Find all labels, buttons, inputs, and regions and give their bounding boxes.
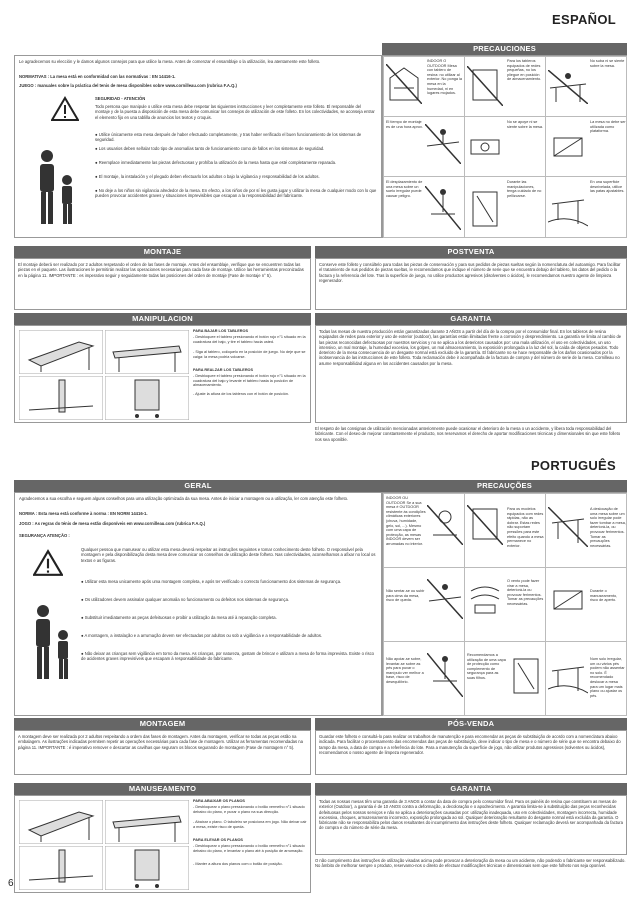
safety-title-pt: SEGURANÇA ATENÇÃO : [19,533,70,538]
manipulacion-bar: MANIPULACION [14,313,311,325]
precaution-7: El desplazamiento de una mesa sobre un suelo irregular puede causar peligro. [386,180,423,198]
precaution-1: INDOOR O OUTDOOR Mesa con tablero de resina: no utilizar al exterior. No ponga la mesa en la humedad, ni en lugares mojados. [427,59,463,96]
warning-icon [51,96,79,122]
adult-child-icon [29,603,75,683]
hands-icon [548,579,588,619]
raise-planes-heading: PARA ELEVAR OS PLANOS [193,838,243,842]
precaucao-9: Num solo irregular, um ou vários pés podem não assentar no solo. É recomendado deslocar a mesa para um lugar mais plano ou ajustar os pés. [590,657,625,698]
norm-text: NORMATIVAS : La mesa está en conformidad con las normativas : EN 14416-1. [19,74,176,79]
bullet-3: ● Reemplace inmediatamente las piezas defectuosas y prohíba la utilización de la mesa hasta que esté completamente reparada. [95,160,337,165]
tool-icon [467,126,503,166]
geral-intro: Agradecemos a sua escolha e seguem alguns conselhos para uma utilização optimizada da sua mesa. Antes de iniciar a montagem ou a utilização, ler com atenção este folheto. [19,496,349,501]
bullet-5-pt: ● Não deixar as crianças sem vigilância em torno da mesa. As crianças, por natureza, gostam de brincar e utilizam a mesa de forma imprevista. Existe o risco de acidentes graves imprevisíveis que escapam à responsabilidade do fabricante. [81,651,374,662]
safety-title: SEGURIDAD - ATENCIÓN [95,96,146,101]
garantia-footer-pt: O não cumprimento das instruções de utilização visadas acima pode provocar a deterioração da mesa ou um acidente, não podendo o fabricante ser responsabilizado. No âmbito de melhorar sempre o produto, reservamo-nos o direito de efectuar modificações técnicas e dimensionais sem que este folheto nos seja oponível. [315,858,626,869]
posvenda-bar: PÓS-VENDA [315,718,627,730]
language-heading-pt: PORTUGUÊS [530,458,616,473]
precauciones-bar: PRECAUCIONES [382,43,627,55]
table-open-illustration [105,800,189,844]
raise-step-1-pt: - Desbloquear o plano pressionando o botão vermelho n°1 situado debaixo do plano, e levantar o plano até à posição de arrumação. [193,844,305,853]
bullet-1-pt: ● Utilizar esta mesa unicamente após uma montagem completa, e após ter verificado o correcto funcionamento dos sistemas de segurança. [81,579,342,584]
table-raising-illustration [19,376,103,420]
lean-icon [425,186,461,230]
geral-bar: GERAL [14,480,382,492]
precaucoes-bar: PRECAUÇÕES [382,480,627,492]
lower-step-1-pt: - Desbloquear o plano pressionando o botão vermelho n°1 situado debaixo do plano, e puxar o plano na sua direcção. [193,805,305,814]
precaution-8: Durante las manipulaciones, tenga cuidado de no pellizcarse. [507,180,542,198]
safety-paragraph: Todo persona que manipule o utilice esta mesa debe respetar las siguientes instrucciones y leer completamente este folleto. El responsable del montaje y de la puesta a disposición de esta mesa debe comunicar los consejos de utilización de este folleto. En los colectividades, se aconseja entrar el elemento fijo en una tablilla de anuncios los textos y croquis. [95,104,375,120]
raise-step-2-pt: - Manter a altura dos planos com o botão de posição. [193,862,283,866]
uneven-ground-icon [548,186,588,230]
precaucao-2: Para os modelos equipados com redes rápidas, não as dobrar. Estas redes não suportam pressões para este efeito quando a mesa permanece no exterior. [507,507,544,548]
table-open-illustration [105,330,189,374]
adult-child-icon [33,148,79,228]
games-text: JUEGO : manuales sobre la práctica del tenis de mesa disponibles sobre www.cornilleau.com (rubrica F.A.Q.) [19,83,237,88]
lower-step-2-pt: - Abaixar o plano. O tabuleiro se posiciona em jogo. Não deixar cair a mesa, existe risco de queda. [193,820,307,829]
precaucao-1: INDOOR OU OUTDOOR Se a sua mesa é OUTDOOR resistente às condições climáticas exteriores (chuva, humidade, gelo, sol, ...). Mesmo com uma capa de protecção, as mesas INDOOR devem ser arrumadas no interior. [386,496,426,546]
bullet-4: ● El montaje, la instalación y el plegado deben efectuarlo los adultos o bajo la vigilancia y responsabilidad de los adultos. [95,174,320,179]
bullet-3-pt: ● Substituir imediatamente as peças defeituosas e proibir a utilização da mesa até à reparação completa. [81,615,277,620]
wind-icon [467,579,503,619]
norm-text-pt: NORMA : Esta mesa está conforme à norma : EN NORM 14416-1. [19,511,148,516]
sitting-icon [425,124,461,164]
precaucao-5: O vento pode fazer virar a mesa, deteriorá-la ou provocar ferimentos. Tomar as precauções necessárias. [507,579,544,606]
uneven-legs-icon [548,653,588,697]
indoor-table-icon [386,64,422,104]
precaution-2: Para los tableros equipados de redes pequeñas, no los pliegue en posición de almacenamiento. [507,59,542,82]
lean-icon [427,653,463,697]
bullet-2-pt: ● Os utilizadores devem assinalar qualquer anomalia no funcionamento ou defeitos nos sistemas de segurança. [81,597,290,602]
cover-icon [467,186,503,230]
posvenda-text: Guardar este folheto e consultá-lo para realizar os trabalhos de manutenção e para encomendar as peças de substituição de acordo com a nomenclatura abaixo indicada. Para facilitar o processamento das encomendas das peças de substituição, deve indicar o tipo de mesa e o número de série que se encontra debaixo do tampo da mesa, a data de compra e a referência do lote. Para a manutenção da superfície de jogo, não utilizar produtos agressivos (solventes ou ácidos), recomendamos o nosso agente de limpeza regenerador. [319,734,621,755]
garantia-bar-pt: GARANTIA [315,783,627,795]
precaucao-6: Durante o manuseamento, risco de aperto. [590,589,618,603]
garantia-box-pt [315,795,627,855]
garantia-text-es: Todas las mesas de nuestra producción están garantizadas durante 3 AÑOS a partir del día de la compra por el consumidor final. En los tableros de resina equipados de redes para exterior y uso de exterior (outdoor), las garantías están ilimitadas frente a corrosión y desprendimiento. La garantía se limita al cambio de las piezas reconocidas defectuosas por nuestros servicios y no se aplica a los deterioros causados por: una mala utilización, el uso en colectividades, un uso intensivo, un mal montaje, la humedad excesiva, los golpes, un mal almacenamiento, la exposición prolongada a la luz del sol, la caída de objetos pesados. Todo deterioro de la mesa consecuencia de un desgaste normal está excluido de la garantía. El fabricante no se hace responsable de los daños ocasionados por la inobservancia de las instrucciones de este folleto. Toda reclamación debe ir acompañada de la factura de compra y del número de serie de la mesa. Cornilleau no asume responsabilidad alguna en los accidentes causados por la mesa. [319,329,622,366]
precaucoes-box [382,492,627,716]
montaje-bar: MONTAJE [14,246,311,258]
sitting-icon [427,579,463,619]
games-text-pt: JOGO : As regras do ténis de mesa estão disponíveis em www.cornilleau.com (rubrica F.A.Q.) [19,521,206,526]
folded-net-icon [467,66,503,106]
garantia-footer-es: El respeto de las consignas de utilización mencionadas anteriormente puede ocasionar el deterioro de la mesa o un accidente, y libera toda responsabilidad del fabricante. Con el deseo de mejorar constantemente el producto, nos reservamos el derecho de aportar modificaciones técnicas y dimensionales sin que este folleto nos sea oponible. [315,426,621,442]
table-folded-illustration [105,376,189,420]
table-lowering-illustration [19,330,103,374]
montagem-bar: MONTAGEM [14,718,311,730]
precaucao-7: Não apoiar-se sobre, levantar-se sobre as pés para puxar o manípulo ver melhor a base, risco de desequilíbrio. [386,657,424,684]
intro-box-es [14,55,382,238]
montagem-box [14,730,311,775]
cover-icon [509,653,543,697]
geral-box [14,492,382,716]
bullet-1: ● Utilice únicamente esta mesa después de haber efectuado completamente, y tras haber verificado el buen funcionamiento de los sistemas de seguridad. [95,132,362,143]
bullet-5: ● No deje a los niños sin vigilancia alrededor de la mesa. En efecto, a los niños de por sí les gusta jugar y utilizar la mesa de cualquier modo con lo que pueden provocar accidentes graves y situaciones imprevisibles que escapan a la responsabilidad del fabricante. [95,188,377,199]
lower-tables-heading: PARA BAJAR LOS TABLEROS [193,329,248,333]
safety-paragraph-pt: Qualquer pessoa que manusear ou utilizar esta mesa deverá respeitar as instruções seguintes e tomar conhecimento deste folheto. O responsável pela montagem e pela disponibilização desta mesa deve comunicar os conselhos de utilização deste folheto. Nas colectividades, aconselhamos a afixar no local os textos e as figuras. [81,547,376,563]
folded-net-icon [467,505,503,545]
precaution-3: No suba ni se siente sobre la mesa. [590,59,625,68]
montaje-text: El montaje deberá ser realizado por 2 adultos respetando el orden de las fases de montaje. Antes del ensamblaje, verifique que se encuentren todas las piezas en el paquete. Las ilustraciones le permitirán realizar las operaciones necesarias para cada fase de montaje. Utilice las herramientas preconizadas en la página 11. IMPORTANTE : es imperativo seguir y seguidamente todas las posiciones del orden de montaje (Fase de montaje n° 5). [18,262,304,278]
postventa-text: Conserve este folleto y consúltelo para todas las piezas de conservación y para sus pedidos de piezas sueltas según la nomenclatura del autoamigo. Para facilitar el tratamiento de sus pedidos de piezas sueltas, le recomendamos que indique el número de serie que se encuentra debajo del tablero, los datos del pedido o la factura y la referencia del lote. Tras la superficie de juego, no utilice productos agresivos (disolventes o ácidos), le recomendamos nuestro agente de limpieza regenerador. [319,262,621,283]
precauciones-box [382,55,627,238]
garantia-text-pt: Todas as nossas mesas têm uma garantia de 3 ANOS a contar da data de compra pelo consumidor final. Para os painéis de resina que constituem as mesas de exterior (Outdoor), a garantia é de 10 ANOS contra a deformação, a decoloração e o apodrecimento. A garantia limita-se à substituição das peças reconhecidas defeituosas pelos nossos serviços e não se aplica a deteriorações causadas por: utilização inadequada, uso em colectividades, montagem incorrecta, humidade excessiva, choques, armazenamento incorrecto, exposição prolongada ao sol. Qualquer deterioração resultante do desgaste normal está excluída da garantia. O fabricante não se responsabiliza pelos danos resultantes do incumprimento das instruções deste folheto. Qualquer reclamação deverá ser acompanhada da factura de compra e do número de série da mesa. [319,799,624,831]
weather-icon [427,505,463,545]
precaution-9: En una superficie desnivelada, utilice las patas ajustables. [590,180,625,194]
precaution-4: El tiempo de montaje es de una hora aprox. [386,120,423,129]
table-climb-icon [548,70,588,104]
bullet-2: ● Los usuarios deben señalar todo tipo de anomalías tanto de funcionamiento como de fallos en los sistemas de seguridad. [95,146,325,151]
precaution-5: No se apoye ni se siente sobre la mesa. [507,120,544,129]
precaucao-8: Recomendamos a utilização de uma capa de protecção como complemento de segurança para as suas filhos. [467,653,506,680]
posvenda-box [315,730,627,775]
table-raising-illustration [19,846,103,890]
garantia-box-es [315,325,627,423]
uneven-ground-icon [548,507,588,547]
manuseamento-box [14,795,311,893]
raise-step-2: - Ajuste la altura de los tableros con el botón de posición. [193,392,290,396]
lower-step-1: - Desbloquee el tablero presionando el botón rojo n°1 situado en la cuadratura del bajo, y tire el tablero hacia usted. [193,335,306,344]
language-heading-es: ESPAÑOL [552,12,616,27]
lower-planes-heading: PARA ABAIXAR OS PLANOS [193,799,245,803]
garantia-bar-es: GARANTIA [315,313,627,325]
table-folded-illustration [105,846,189,890]
hands-icon [548,126,588,166]
postventa-bar: POSTVENTA [315,246,627,258]
raise-step-1: - Desbloquee el tablero presionando el botón rojo n°1 situado en la cuadratura del bajo y levante el tablero hasta la posición de almacenamiento. [193,374,306,388]
page-number: 6 [8,878,14,889]
intro-paragraph: Le agradecemos su elección y le damos algunos consejos para que utilice la mesa. Antes de comenzar el ensamblaje o la utilización, lea atentamente este folleto. [19,59,321,64]
precaucao-3: A deslocação de uma mesa sobre um solo irregular pode fazer tombar a mesa, deteriorá-la, ou provocar ferimentos. Tomar as precauções necessárias. [590,507,626,548]
montagem-text: A montagem deve ser realizada por 2 adultos respeitando a ordem das fases de montagem. Antes da montagem, verificar se todas as peças estão na embalagem. As ilustrações indicadas permitem repetir as operações necessárias para cada fase de montagem. Utilizar as ferramentas recomendadas na página 11. IMPORTANTE : é imperativo remover e descartar as cavilhas que seguram os blocos segurando de montagem (Fase de montagem n° 5). [18,734,303,750]
precaucao-4: Não sentar-se ou subir para cima da mesa, risco de queda. [386,589,425,603]
precaution-6: La mesa no debe ser utilizada como plataforma. [590,120,626,134]
table-lowering-illustration [19,800,103,844]
manuseamento-bar: MANUSEAMENTO [14,783,311,795]
postventa-box [315,258,627,310]
lower-step-2: - Siga al tablero, colóquelo en la posición de juego. No deje que se caiga: la mesa podría volcarse. [193,350,306,359]
raise-tables-heading: PARA REALZAR LOS TABLEROS [193,368,254,372]
manipulacion-box [14,325,311,423]
warning-icon [33,549,63,577]
bullet-4-pt: ● A montagem, a instalação e a arrumação devem ser efectuadas por adultos ou sob a vigilância e a responsabilidade de adultos. [81,633,323,638]
montaje-box [14,258,311,310]
